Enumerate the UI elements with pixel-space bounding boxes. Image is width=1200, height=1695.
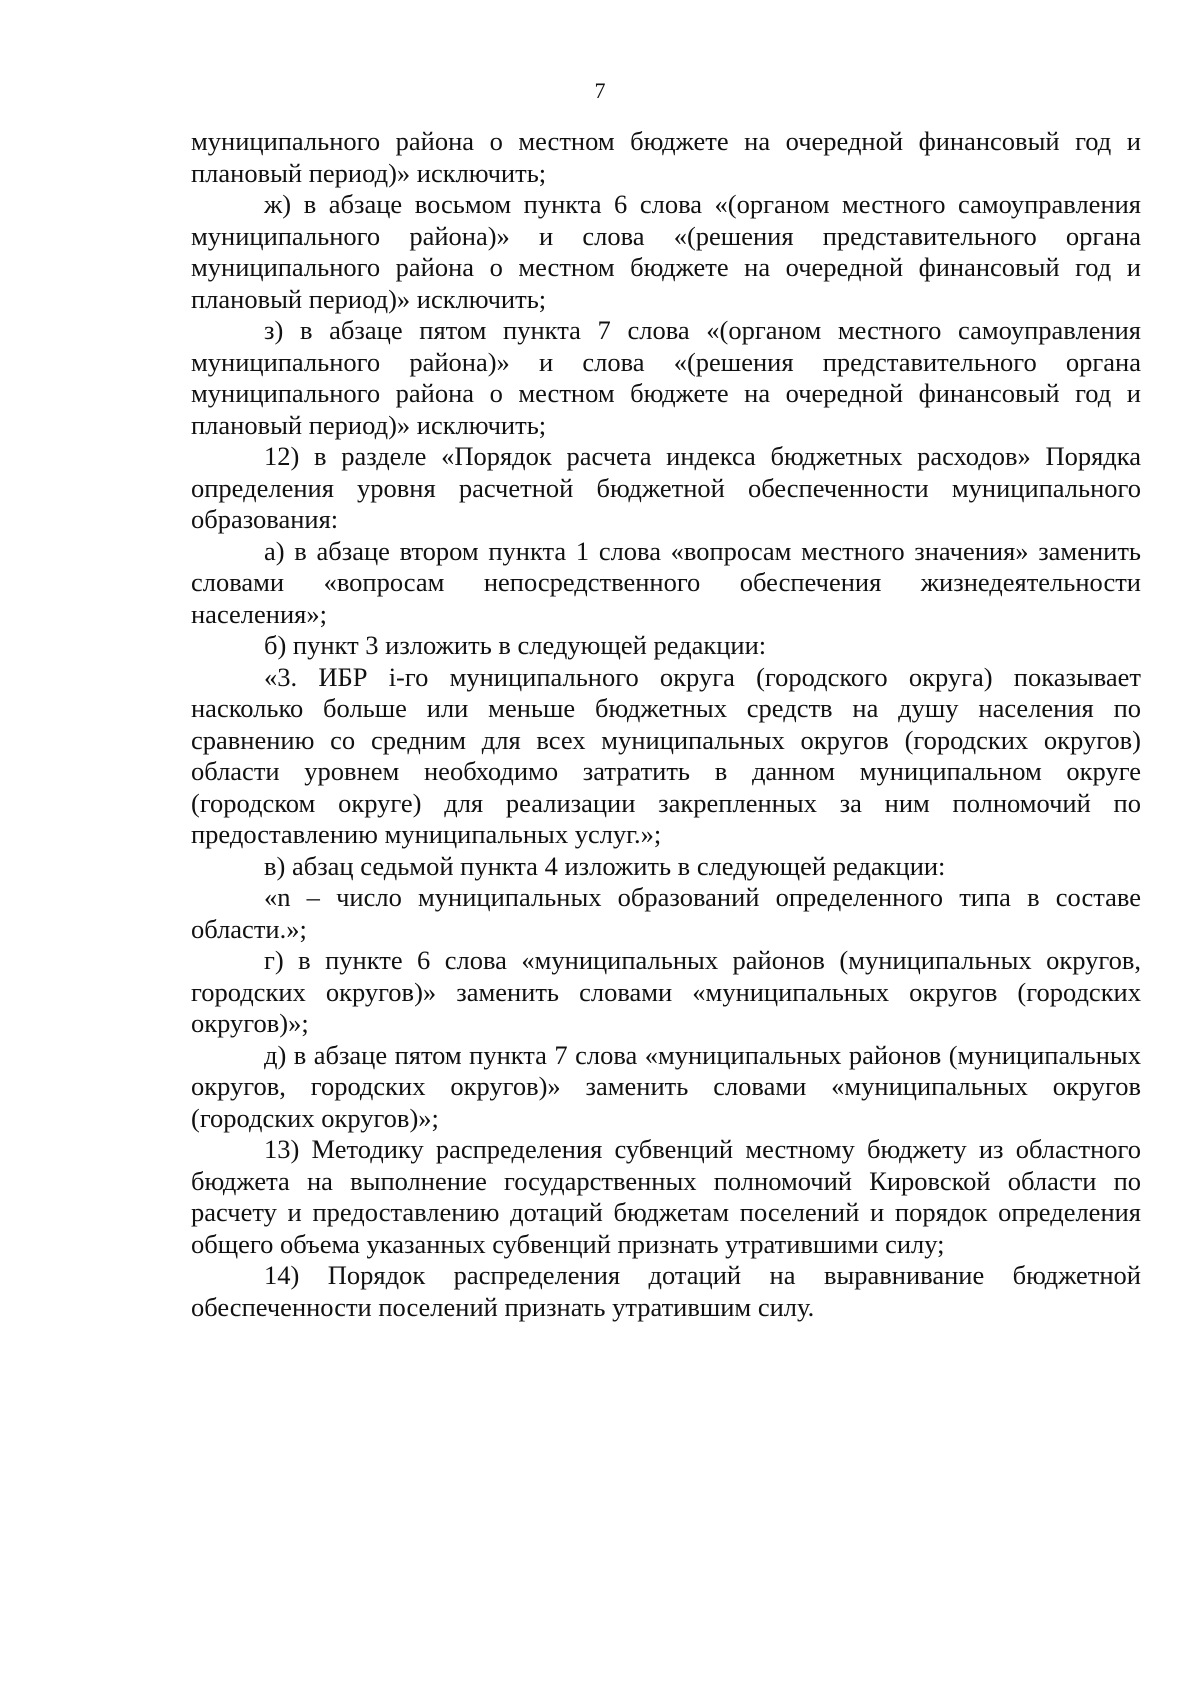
paragraph-item-g: г) в пункте 6 слова «муниципальных районов (муниципальных округов, городских округов)» заменить словами «муниципальных округов (городских округов)»; — [191, 945, 1141, 1038]
paragraph-continuation: муниципального района о местном бюджете на очередной финансовый год и плановый период)» исключить; — [191, 126, 1141, 188]
paragraph-item-d: д) в абзаце пятом пункта 7 слова «муниципальных районов (муниципальных округов, городских округов)» заменить словами «муниципальных округов (городских округов)»; — [191, 1039, 1141, 1133]
paragraph-quote-n: «n – число муниципальных образований определенного типа в составе области.»; — [191, 882, 1141, 944]
paragraph-item-a: а) в абзаце втором пункта 1 слова «вопросам местного значения» заменить словами «вопросам непосредственного обеспечения жизнедеятельности населения»; — [191, 535, 1141, 629]
paragraph-item-v: в) абзац седьмой пункта 4 изложить в следующей редакции: — [264, 850, 946, 881]
paragraph-quote-point-3: «3. ИБР i-го муниципального округа (городского округа) показывает насколько больше или меньше бюджетных средств на душу населения по сравнению со средним для всех муниципальных округов (городских округов) области уровнем необходимо затратить в данном муниципальном округе (городском округе) для реализации закрепленных за ним полномочий по предоставлению муниципальных услуг.»; — [191, 661, 1141, 849]
page-number: 7 — [594, 78, 606, 103]
paragraph-item-12: 12) в разделе «Порядок расчета индекса бюджетных расходов» Порядка определения уровня расчетной бюджетной обеспеченности муниципального образования: — [191, 441, 1141, 534]
paragraph-item-14: 14) Порядок распределения дотаций на выравнивание бюджетной обеспеченности поселений признать утратившим силу. — [191, 1260, 1141, 1322]
paragraph-item-z: з) в абзаце пятом пункта 7 слова «(органом местного самоуправления муниципального района)» и слова «(решения представительного органа муниципального района о местном бюджете на очередной финансовый год и плановый период)» исключить; — [191, 315, 1141, 440]
document-body — [191, 126, 1141, 1323]
paragraph-item-b: б) пункт 3 изложить в следующей редакции: — [264, 630, 767, 660]
paragraph-item-zh: ж) в абзаце восьмом пункта 6 слова «(органом местного самоуправления муниципального района)» и слова «(решения представительного органа муниципального района о местном бюджете на очередной финансовый год и плановый период)» исключить; — [191, 189, 1141, 314]
paragraph-item-13: 13) Методику распределения субвенций местному бюджету из областного бюджета на выполнение государственных полномочий Кировской области по расчету и предоставлению дотаций бюджетам поселений и порядок определения общего объема указанных субвенций признать утратившими силу; — [191, 1134, 1141, 1259]
